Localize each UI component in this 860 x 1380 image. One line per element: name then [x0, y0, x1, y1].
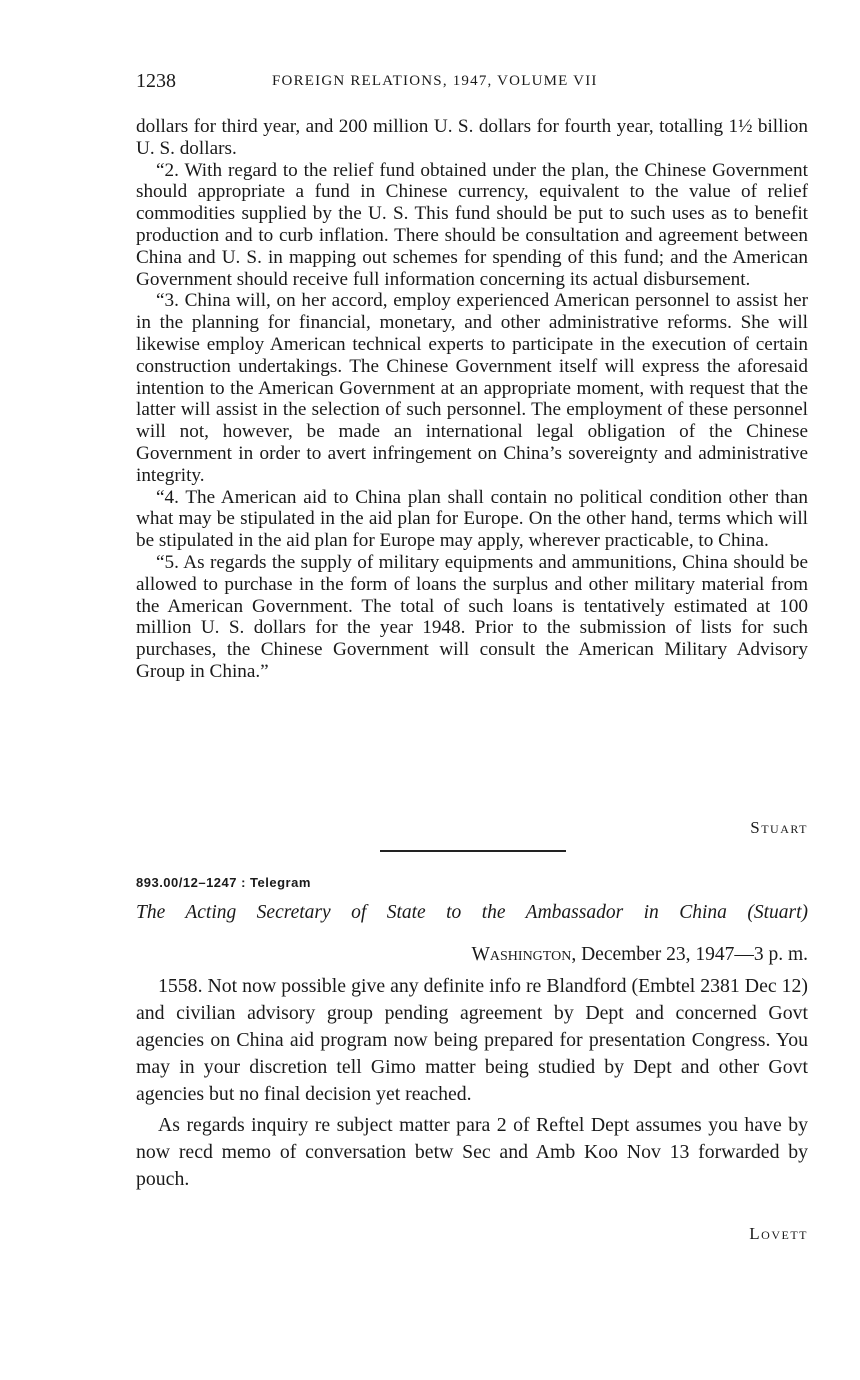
paragraph-continuation: dollars for third year, and 200 million U. S. dollars for fourth year, totalling 1½ billion U. S. dollars. [136, 116, 808, 159]
page-number: 1238 [136, 70, 176, 92]
signature-stuart: Stuart [750, 818, 808, 837]
paragraph-point-5: “5. As regards the supply of military equipments and ammunitions, China should be allowed to purchase in the form of loans the surplus and other military material from the American Government. The total of such loans is tentatively estimated at 100 million U. S. dollars for the year 1948. Prior to the submission of lists for such purchases, the Chinese Government will consult the American Military Advisory Group in China.” [136, 551, 808, 682]
paragraph-point-3: “3. China will, on her accord, employ experienced American personnel to assist her in the planning for financial, monetary, and other administrative reforms. She will likewise employ American technical experts to participate in the execution of certain construction undertakings. The Chinese Government itself will express the aforesaid intention to the American Government at an appropriate moment, with request that the latter will assist in the selection of such personnel. The employment of these personnel will not, however, be made an international legal obligation of the Chinese Government in order to avert infringement on China’s sovereignty and administrative integrity. [136, 290, 808, 486]
section-divider [380, 850, 566, 852]
file-reference: 893.00/12–1247 : Telegram [136, 875, 311, 890]
telegram-body [136, 973, 808, 1197]
page-header [136, 70, 808, 98]
dateline-time: December 23, 1947—3 p. m. [581, 944, 808, 965]
telegram-paragraph-2: As regards inquiry re subject matter para 2 of Reftel Dept assumes you have by now recd memo of conversation betw Sec and Amb Koo Nov 13 forwarded by pouch. [136, 1114, 808, 1190]
signature-lovett: Lovett [749, 1224, 808, 1243]
paragraph-point-2: “2. With regard to the relief fund obtained under the plan, the Chinese Government should appropriate a fund in Chinese currency, equivalent to the value of relief commodities supplied by the U. S. This fund should be put to such uses as to benefit production and to curb inflation. There should be consultation and agreement between China and U. S. in mapping out schemes for spending of this fund; and the American Government should receive full information concerning its actual disbursement. [136, 159, 808, 290]
dateline [472, 944, 809, 966]
first-document-body [136, 116, 808, 683]
document-title: The Acting Secretary of State to the Ambassador in China (Stuart) [136, 902, 808, 923]
dateline-place: Washington, [471, 944, 577, 965]
paragraph-point-4: “4. The American aid to China plan shall contain no political condition other than what may be stipulated in the aid plan for Europe. On the other hand, terms which will be stipulated in the aid plan for Europe may apply, wherever practicable, to China. [136, 486, 808, 552]
running-head: FOREIGN RELATIONS, 1947, VOLUME VII [272, 73, 598, 89]
telegram-paragraph-1: 1558. Not now possible give any definite info re Blandford (Embtel 2381 Dec 12) and civilian advisory group pending agreement by Dept and concerned Govt agencies on China aid program now being prepared for presentation Congress. You may in your discretion tell Gimo matter being studied by Dept and other Govt agencies but no final decision yet reached. [136, 975, 808, 1105]
